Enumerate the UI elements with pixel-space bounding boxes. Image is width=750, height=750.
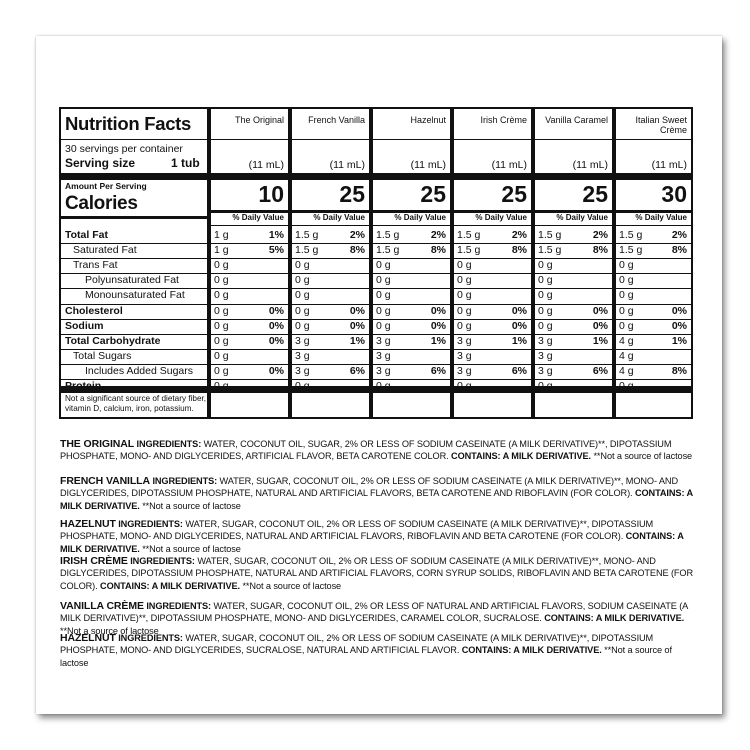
nutrient-amount: 0 g bbox=[376, 289, 391, 301]
nutrient-amount: 0 g bbox=[538, 320, 553, 332]
nutrient-amount: 0 g bbox=[538, 274, 553, 286]
nutrient-label: Total Carbohydrate bbox=[65, 335, 161, 347]
lactose-note: **Not a source of lactose bbox=[242, 580, 342, 591]
nutrient-amount: 1.5 g bbox=[295, 229, 319, 241]
nutrient-amount: 1.5 g bbox=[457, 244, 481, 256]
nutrient-amount: 0 g bbox=[538, 289, 553, 301]
flavor-name: Irish Crème bbox=[480, 115, 527, 125]
nutrient-amount: 0 g bbox=[214, 380, 229, 392]
flavor-heading: HAZELNUT bbox=[60, 518, 116, 530]
nutrient-amount: 0 g bbox=[376, 380, 391, 392]
nutrient-amount: 0 g bbox=[295, 259, 310, 271]
nutrient-amount: 0 g bbox=[457, 305, 472, 317]
nutrient-label: Protein bbox=[65, 380, 102, 392]
ingredients-text: WATER, SUGAR, COCONUT OIL, 2% OR LESS OF SODIUM CASEINATE (A MILK DERIVATIVE)**, DIPOTASSIUM PHOSPHATE, MONO- AND DIGLYCERIDES, NATURAL AND ARTIFICIAL FLAVORS, RIBOFLAVIN AND BETA CAROTENE (FOR COLOR). bbox=[60, 519, 654, 542]
flavor-heading: IRISH CRÈME bbox=[60, 555, 128, 567]
daily-value-percent: 0% bbox=[268, 335, 284, 347]
nutrient-amount: 3 g bbox=[376, 350, 391, 362]
divider bbox=[61, 139, 207, 140]
nutrient-amount: 0 g bbox=[457, 259, 472, 271]
daily-value-percent: 8% bbox=[671, 365, 687, 377]
flavor-name: Hazelnut bbox=[410, 115, 446, 125]
nutrient-amount: 4 g bbox=[619, 335, 634, 347]
nutrient-amount: 0 g bbox=[214, 259, 229, 271]
divider bbox=[616, 139, 691, 140]
nutrient-amount: 0 g bbox=[214, 350, 229, 362]
daily-value-percent: 0% bbox=[268, 320, 284, 332]
divider-thick bbox=[61, 386, 207, 393]
divider bbox=[535, 173, 612, 180]
daily-value-percent: 6% bbox=[430, 365, 446, 377]
nutrient-amount: 3 g bbox=[295, 350, 310, 362]
nutrient-amount: 1.5 g bbox=[538, 229, 562, 241]
daily-value-header: % Daily Value bbox=[475, 213, 527, 222]
daily-value-percent: 0% bbox=[592, 320, 608, 332]
nutrient-amount: 0 g bbox=[619, 274, 634, 286]
flavor-heading: THE ORIGINAL bbox=[60, 438, 135, 450]
calories-label: Calories bbox=[65, 193, 138, 214]
nutrient-label: Monounsaturated Fat bbox=[85, 289, 185, 301]
nutrient-amount: 3 g bbox=[538, 335, 553, 347]
flavor-name: French Vanilla bbox=[308, 115, 365, 125]
serving-volume: (11 mL) bbox=[410, 159, 446, 171]
calories-value: 10 bbox=[258, 181, 284, 207]
daily-value-percent: 6% bbox=[511, 365, 527, 377]
nutrient-amount: 1 g bbox=[214, 244, 229, 256]
daily-value-percent: 0% bbox=[511, 305, 527, 317]
nutrient-amount: 0 g bbox=[295, 274, 310, 286]
divider bbox=[454, 173, 531, 180]
ingredient-statement bbox=[60, 555, 694, 592]
divider bbox=[535, 386, 612, 393]
daily-value-header: % Daily Value bbox=[313, 213, 365, 222]
daily-value-percent: 8% bbox=[511, 244, 527, 256]
divider bbox=[292, 139, 369, 140]
flavor-column bbox=[369, 107, 450, 419]
flavor-heading: FRENCH VANILLA bbox=[60, 475, 150, 487]
daily-value-percent: 0% bbox=[671, 305, 687, 317]
calories-value: 25 bbox=[501, 181, 527, 207]
divider bbox=[211, 386, 288, 393]
lactose-note: **Not a source of lactose bbox=[593, 451, 693, 462]
nutrient-label: Total Sugars bbox=[73, 350, 132, 362]
ingredient-statement bbox=[60, 518, 694, 555]
daily-value-percent: 0% bbox=[349, 305, 365, 317]
daily-value-percent: 0% bbox=[430, 305, 446, 317]
nutrient-amount: 0 g bbox=[376, 274, 391, 286]
ingredients-label: INGREDIENTS: bbox=[118, 519, 183, 529]
nutrient-amount: 0 g bbox=[376, 320, 391, 332]
daily-value-percent: 2% bbox=[592, 229, 608, 241]
divider bbox=[373, 173, 450, 180]
divider bbox=[616, 173, 691, 180]
divider bbox=[454, 386, 531, 393]
divider bbox=[211, 225, 288, 226]
daily-value-percent: 8% bbox=[671, 244, 687, 256]
ingredient-statement bbox=[60, 632, 694, 669]
ingredients-text: WATER, SUGAR, COCONUT OIL, 2% OR LESS OF NATURAL AND ARTIFICIAL FLAVORS, SODIUM CASEINATE (A MILK DERIVATIVE)**, DIPOTASSIUM PHOSPHATE, MONO- AND DIGLYCERIDES, CARAMEL COLOR, SUCRALOSE. bbox=[60, 601, 688, 624]
divider bbox=[292, 386, 369, 393]
daily-value-percent: 6% bbox=[349, 365, 365, 377]
nutrient-amount: 3 g bbox=[457, 350, 472, 362]
lactose-note: **Not a source of lactose bbox=[60, 625, 159, 636]
nutrient-amount: 3 g bbox=[295, 335, 310, 347]
divider bbox=[616, 386, 691, 393]
flavor-column bbox=[288, 107, 369, 419]
footnote: Not a significant source of dietary fiber, vitamin D, calcium, iron, potassium. bbox=[65, 394, 207, 413]
nutrient-label: Includes Added Sugars bbox=[85, 365, 193, 377]
daily-value-percent: 1% bbox=[268, 229, 284, 241]
serving-volume: (11 mL) bbox=[248, 159, 284, 171]
flavor-name: Vanilla Caramel bbox=[545, 115, 608, 125]
nutrient-amount: 1 g bbox=[214, 229, 229, 241]
nutrient-label: Cholesterol bbox=[65, 305, 123, 317]
divider bbox=[535, 139, 612, 140]
nutrient-amount: 3 g bbox=[538, 350, 553, 362]
ingredients-text: WATER, SUGAR, COCONUT OIL, 2% OR LESS OF SODIUM CASEINATE (A MILK DERIVATIVE)**, DIPOTASSIUM PHOSPHATE, MONO- AND DIGLYCERIDES, SUCRALOSE, NATURAL AND ARTIFICIAL FLAVOR. bbox=[60, 633, 654, 656]
daily-value-percent: 8% bbox=[592, 244, 608, 256]
flavor-name: The Original bbox=[234, 115, 284, 125]
divider bbox=[292, 173, 369, 180]
flavor-column bbox=[450, 107, 531, 419]
calories-value: 25 bbox=[582, 181, 608, 207]
nutrient-amount: 1.5 g bbox=[538, 244, 562, 256]
divider bbox=[211, 173, 288, 180]
flavor-heading: VANILLA CRÈME bbox=[60, 600, 144, 612]
nutrient-amount: 4 g bbox=[619, 365, 634, 377]
divider bbox=[454, 225, 531, 226]
daily-value-percent: 0% bbox=[349, 320, 365, 332]
nutrient-amount: 0 g bbox=[457, 380, 472, 392]
serving-size-value: 1 tub bbox=[171, 156, 200, 170]
nutrient-amount: 0 g bbox=[214, 320, 229, 332]
nutrient-amount: 0 g bbox=[376, 305, 391, 317]
daily-value-header: % Daily Value bbox=[232, 213, 284, 222]
nutrient-amount: 0 g bbox=[295, 380, 310, 392]
ingredient-statement bbox=[60, 475, 694, 512]
nutrient-amount: 1.5 g bbox=[376, 244, 400, 256]
nutrition-label-column bbox=[59, 107, 207, 419]
servings-per-container: 30 servings per container bbox=[65, 143, 183, 155]
nutrient-amount: 0 g bbox=[214, 365, 229, 377]
daily-value-percent: 1% bbox=[349, 335, 365, 347]
daily-value-header: % Daily Value bbox=[394, 213, 446, 222]
calories-value: 30 bbox=[661, 181, 687, 207]
allergen-statement: CONTAINS: A MILK DERIVATIVE. bbox=[60, 488, 693, 511]
serving-volume: (11 mL) bbox=[491, 159, 527, 171]
ingredients-label: INGREDIENTS: bbox=[118, 633, 183, 643]
nutrition-facts-panel bbox=[59, 107, 693, 419]
nutrient-label: Saturated Fat bbox=[73, 244, 137, 256]
nutrient-amount: 0 g bbox=[457, 274, 472, 286]
nutrient-amount: 1.5 g bbox=[457, 229, 481, 241]
nutrient-amount: 0 g bbox=[214, 274, 229, 286]
daily-value-percent: 6% bbox=[592, 365, 608, 377]
nutrient-amount: 0 g bbox=[376, 259, 391, 271]
nutrient-amount: 1.5 g bbox=[619, 229, 643, 241]
allergen-statement: CONTAINS: A MILK DERIVATIVE. bbox=[60, 531, 684, 554]
nutrient-label: Polyunsaturated Fat bbox=[85, 274, 179, 286]
daily-value-percent: 2% bbox=[430, 229, 446, 241]
calories-value: 25 bbox=[420, 181, 446, 207]
daily-value-percent: 1% bbox=[671, 335, 687, 347]
nutrient-label: Trans Fat bbox=[73, 259, 118, 271]
daily-value-percent: 5% bbox=[268, 244, 284, 256]
daily-value-percent: 2% bbox=[671, 229, 687, 241]
daily-value-percent: 2% bbox=[349, 229, 365, 241]
flavor-name: Italian Sweet Crème bbox=[635, 115, 687, 135]
daily-value-percent: 1% bbox=[511, 335, 527, 347]
nutrient-amount: 0 g bbox=[619, 380, 634, 392]
daily-value-header: % Daily Value bbox=[556, 213, 608, 222]
daily-value-percent: 0% bbox=[268, 365, 284, 377]
lactose-note: **Not a source of lactose bbox=[60, 645, 672, 668]
nutrient-amount: 0 g bbox=[295, 305, 310, 317]
nutrient-amount: 0 g bbox=[214, 335, 229, 347]
flavor-column bbox=[207, 107, 288, 419]
calories-value: 25 bbox=[339, 181, 365, 207]
flavor-heading: HAZELNUT bbox=[60, 632, 116, 644]
daily-value-percent: 0% bbox=[671, 320, 687, 332]
daily-value-percent: 0% bbox=[511, 320, 527, 332]
nutrient-amount: 0 g bbox=[538, 380, 553, 392]
nutrient-amount: 0 g bbox=[619, 305, 634, 317]
serving-size-label: Serving size bbox=[65, 156, 136, 170]
nutrient-amount: 0 g bbox=[214, 305, 229, 317]
nutrient-amount: 1.5 g bbox=[376, 229, 400, 241]
nutrient-amount: 0 g bbox=[295, 289, 310, 301]
allergen-statement: CONTAINS: A MILK DERIVATIVE. bbox=[544, 613, 685, 624]
nutrient-amount: 3 g bbox=[295, 365, 310, 377]
serving-volume: (11 mL) bbox=[329, 159, 365, 171]
lactose-note: **Not a source of lactose bbox=[142, 543, 241, 554]
divider bbox=[211, 139, 288, 140]
divider bbox=[373, 139, 450, 140]
nutrient-amount: 1.5 g bbox=[619, 244, 643, 256]
daily-value-percent: 2% bbox=[511, 229, 527, 241]
nutrient-label: Total Fat bbox=[65, 229, 108, 241]
nutrient-amount: 0 g bbox=[619, 259, 634, 271]
nutrient-amount: 3 g bbox=[457, 335, 472, 347]
ingredients-label: INGREDIENTS: bbox=[136, 439, 202, 449]
nutrient-amount: 3 g bbox=[538, 365, 553, 377]
ingredients-label: INGREDIENTS: bbox=[146, 601, 211, 611]
nutrition-facts-title: Nutrition Facts bbox=[65, 113, 192, 134]
daily-value-percent: 0% bbox=[592, 305, 608, 317]
daily-value-percent: 8% bbox=[430, 244, 446, 256]
nutrient-amount: 0 g bbox=[538, 259, 553, 271]
nutrient-label: Sodium bbox=[65, 320, 104, 332]
nutrient-amount: 0 g bbox=[457, 289, 472, 301]
nutrient-amount: 3 g bbox=[457, 365, 472, 377]
nutrient-amount: 0 g bbox=[295, 320, 310, 332]
daily-value-percent: 8% bbox=[349, 244, 365, 256]
daily-value-header: % Daily Value bbox=[635, 213, 687, 222]
nutrient-amount: 0 g bbox=[214, 289, 229, 301]
divider bbox=[373, 386, 450, 393]
ingredients-label: INGREDIENTS: bbox=[152, 476, 218, 486]
allergen-statement: CONTAINS: A MILK DERIVATIVE. bbox=[100, 580, 240, 591]
nutrient-amount: 0 g bbox=[538, 305, 553, 317]
divider bbox=[535, 225, 612, 226]
nutrient-amount: 1.5 g bbox=[295, 244, 319, 256]
ingredient-statement bbox=[60, 438, 694, 463]
divider bbox=[373, 225, 450, 226]
divider bbox=[292, 225, 369, 226]
daily-value-percent: 1% bbox=[592, 335, 608, 347]
lactose-note: **Not a source of lactose bbox=[142, 500, 241, 511]
nutrient-amount: 0 g bbox=[457, 320, 472, 332]
serving-volume: (11 mL) bbox=[651, 159, 687, 171]
flavor-column bbox=[531, 107, 612, 419]
divider-medium bbox=[61, 216, 207, 219]
nutrient-amount: 4 g bbox=[619, 350, 634, 362]
nutrient-amount: 0 g bbox=[619, 289, 634, 301]
daily-value-percent: 0% bbox=[268, 305, 284, 317]
flavor-column bbox=[612, 107, 693, 419]
serving-volume: (11 mL) bbox=[572, 159, 608, 171]
allergen-statement: CONTAINS: A MILK DERIVATIVE. bbox=[451, 451, 591, 462]
nutrient-amount: 0 g bbox=[619, 320, 634, 332]
amount-per-serving: Amount Per Serving bbox=[65, 181, 147, 191]
nutrient-amount: 3 g bbox=[376, 365, 391, 377]
divider bbox=[616, 225, 691, 226]
allergen-statement: CONTAINS: A MILK DERIVATIVE. bbox=[461, 645, 602, 656]
ingredients-text: WATER, SUGAR, COCONUT OIL, 2% OR LESS OF SODIUM CASEINATE (A MILK DERIVATIVE)**, MONO- AND DIGLYCERIDES, DIPOTASSIUM PHOSPHATE, NATURAL AND ARTIFICIAL FLAVORS, BETA CAROTENE AND RIBOFLAVIN (FOR COLOR). bbox=[60, 476, 678, 499]
divider-thick bbox=[61, 173, 207, 180]
daily-value-percent: 1% bbox=[430, 335, 446, 347]
daily-value-percent: 0% bbox=[430, 320, 446, 332]
divider bbox=[454, 139, 531, 140]
ingredients-label: INGREDIENTS: bbox=[130, 556, 195, 566]
ingredients-text: WATER, SUGAR, COCONUT OIL, 2% OR LESS OF SODIUM CASEINATE (A MILK DERIVATIVE)**, MONO- AND DIGLYCERIDES, DIPOTASSIUM PHOSPHATE, NATURAL AND ARTIFICIAL FLAVORS, CORN SYRUP SOLIDS, RIBOFLAVIN AND BETA CAROTENE (FOR COLOR). bbox=[60, 556, 694, 591]
ingredients-text: WATER, COCONUT OIL, SUGAR, 2% OR LESS OF SODIUM CASEINATE (A MILK DERIVATIVE)**, DIPOTASSIUM PHOSPHATE, MONO- AND DIGLYCERIDES, ARTIFICIAL FLAVOR, BETA CAROTENE COLOR. bbox=[60, 439, 672, 462]
nutrient-amount: 3 g bbox=[376, 335, 391, 347]
